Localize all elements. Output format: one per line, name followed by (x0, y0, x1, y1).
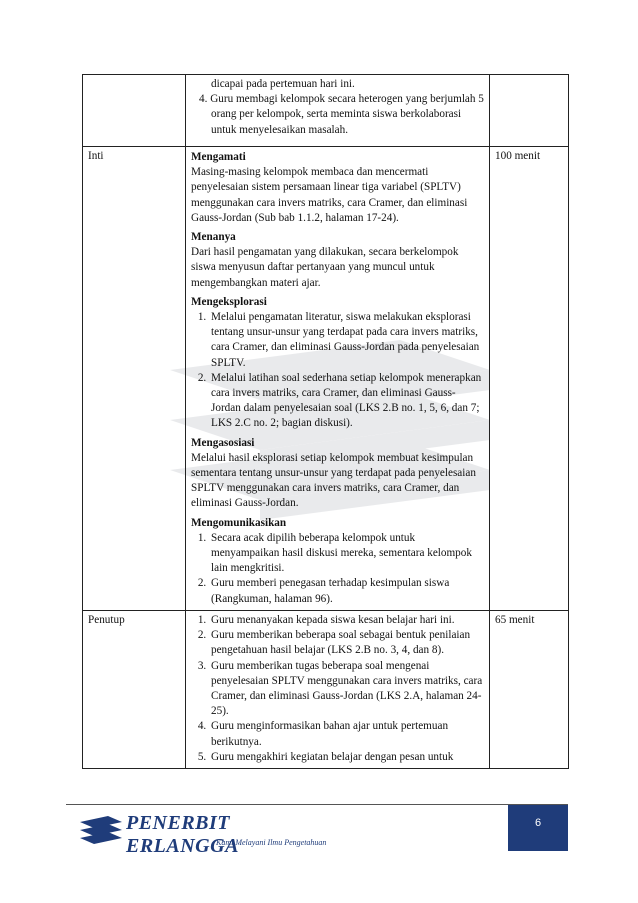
publisher-logo (78, 810, 348, 858)
activity-cell (186, 610, 490, 768)
list-item: 1. Secara acak dipilih beberapa kelompok untuk menyampaikan hasil diskusi mereka, sementara kelompok lain mengkritisi. (209, 531, 484, 577)
duration-cell: 65 menit (490, 610, 569, 768)
table-row (83, 147, 569, 611)
table-row (83, 75, 569, 147)
list-item: 3. Guru memberikan tugas beberapa soal mengenai penyelesaian SPLTV menggunakan cara invers matriks, cara Cramer, dan eliminasi Gauss-Jordan (LKS 2.A, halaman 24-25). (209, 659, 484, 720)
book-stack-icon (78, 814, 124, 848)
list-item: 4. Guru membagi kelompok secara heterogen yang berjumlah 5 orang per kelompok, serta meminta siswa berkolaborasi untuk menyelesaikan masalah. (199, 93, 484, 136)
list-item: 5. Guru mengakhiri kegiatan belajar dengan pesan untuk (209, 750, 484, 765)
section-heading: Mengeksplorasi (191, 295, 267, 308)
list-item: 4. Guru menginformasikan bahan ajar untuk pertemuan berikutnya. (209, 719, 484, 749)
list-item: 1. Guru menanyakan kepada siswa kesan belajar hari ini. (209, 613, 484, 628)
section-text: Melalui hasil eksplorasi setiap kelompok membuat kesimpulan sementara tentang unsur-unsur yang terdapat pada penyelesaian SPLTV menggunakan cara invers matriks, cara Cramer, dan eliminasi Gauss-Jordan. (191, 451, 476, 510)
list-item: 2. Melalui latihan soal sederhana setiap kelompok menerapkan cara invers matriks, cara Cramer, dan eliminasi Gauss-Jordan dalam penyelesaian soal (LKS 2.B no. 1, 5, 6, dan 7; LKS 2.C no. 2; bagian diskusi). (209, 371, 484, 432)
page-number-box (508, 805, 568, 851)
list-item: dicapai pada pertemuan hari ini. (211, 78, 355, 90)
stage-cell (83, 75, 186, 147)
duration-cell: 100 menit (490, 147, 569, 611)
section-list (191, 613, 484, 765)
publisher-name: PENERBIT ERLANGGA (126, 812, 239, 857)
activity-cell (186, 75, 490, 147)
lesson-plan-table (82, 74, 569, 769)
footer-divider (66, 804, 568, 805)
stage-cell: Inti (83, 147, 186, 611)
section-list (191, 310, 484, 432)
section-text: Dari hasil pengamatan yang dilakukan, secara berkelompok siswa menyusun daftar pertanyaan yang muncul untuk mengembangkan materi ajar. (191, 246, 459, 289)
section-text: Masing-masing kelompok membaca dan mencermati penyelesaian sistem persamaan linear tiga variabel (SPLTV) menggunakan cara invers matriks, cara Cramer, dan eliminasi Gauss-Jordan (Sub bab 1.1.2, halaman 17-24). (191, 166, 468, 224)
section-list (191, 531, 484, 607)
publisher-tagline: Kami Melayani Ilmu Pengetahuan (216, 838, 327, 847)
section-heading: Mengomunikasikan (191, 516, 287, 529)
stage-cell: Penutup (83, 610, 186, 768)
section-heading: Mengasosiasi (191, 436, 255, 449)
list-item: 1. Melalui pengamatan literatur, siswa melakukan eksplorasi tentang unsur-unsur yang terdapat pada cara invers matriks, cara Cramer, dan eliminasi Gauss-Jordan pada penyelesaian SPLTV. (209, 310, 484, 371)
table-row (83, 610, 569, 768)
activity-cell (186, 147, 490, 611)
section-heading: Menanya (191, 231, 236, 244)
section-heading: Mengamati (191, 151, 246, 163)
list-item: 2. Guru memberikan beberapa soal sebagai bentuk penilaian pengetahuan hasil belajar (LKS 2.B no. 3, 4, dan 8). (209, 628, 484, 658)
page-number: 6 (534, 817, 542, 829)
duration-cell (490, 75, 569, 147)
list-item: 2. Guru memberi penegasan terhadap kesimpulan siswa (Rangkuman, halaman 96). (209, 576, 484, 606)
